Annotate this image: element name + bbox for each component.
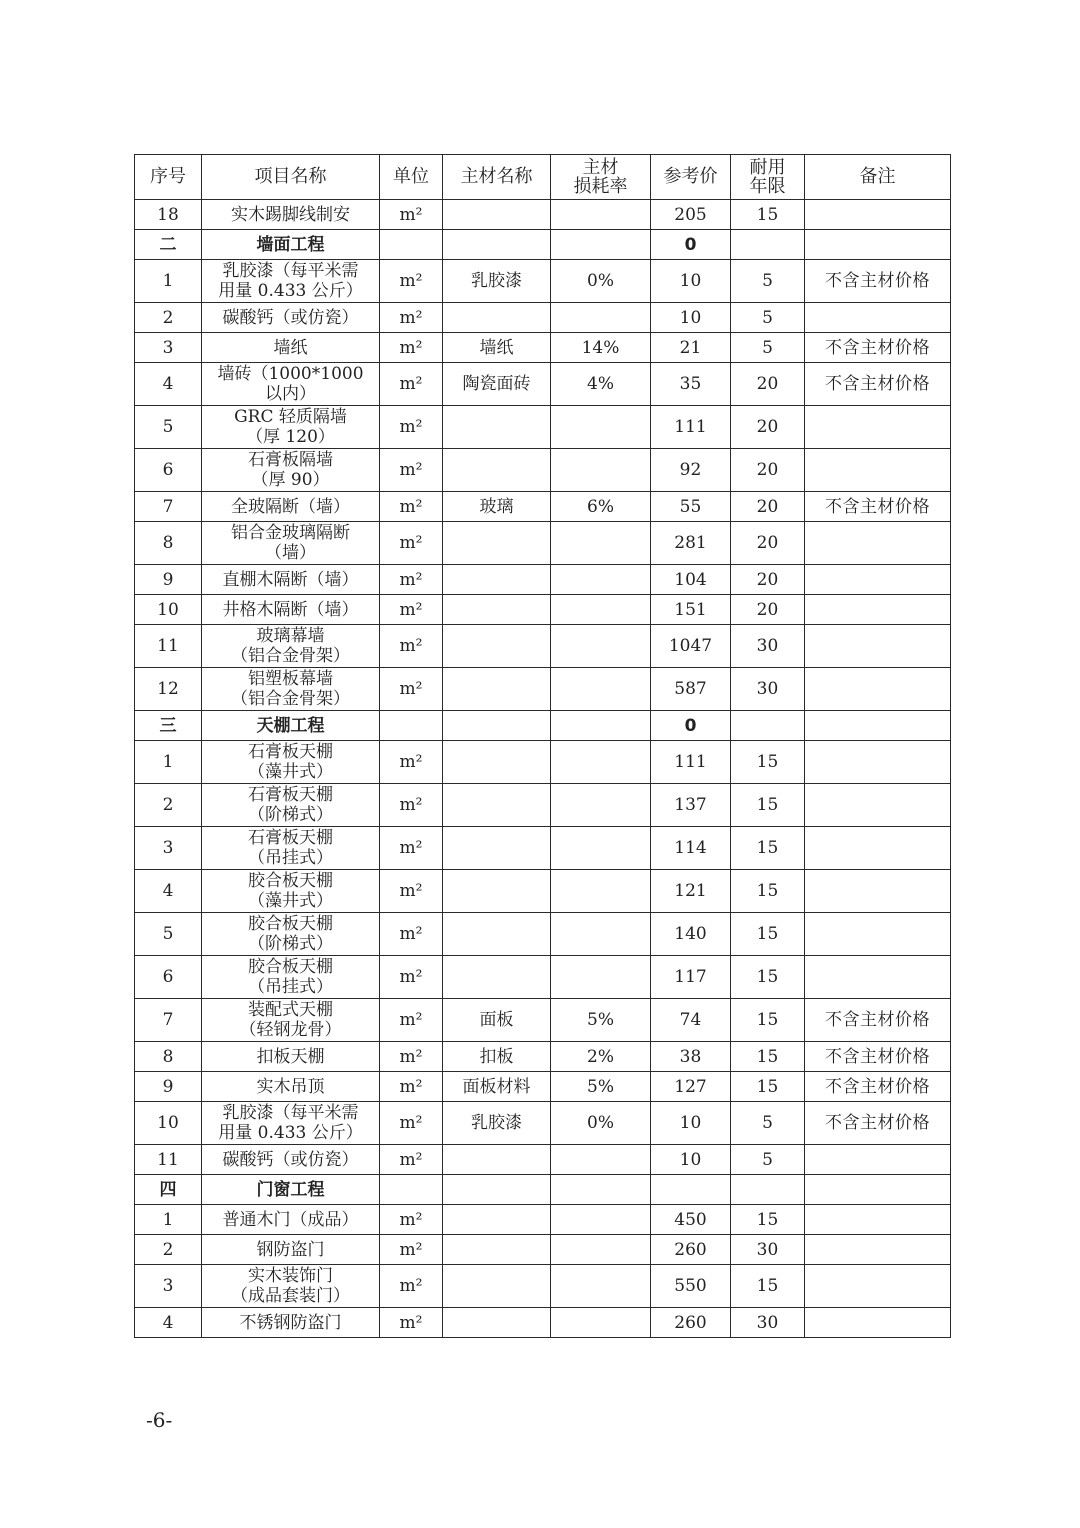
table-row — [135, 956, 951, 999]
cell-name: 玻璃幕墙 （铝合金骨架） — [202, 625, 380, 668]
table-row — [135, 406, 951, 449]
cell-loss-rate — [551, 303, 651, 333]
table-row — [135, 363, 951, 406]
cell-material — [443, 625, 551, 668]
cell-note — [805, 200, 951, 230]
section-row — [135, 1175, 951, 1205]
cell-price: 117 — [651, 956, 731, 999]
cell-note — [805, 668, 951, 711]
cell-material — [443, 1265, 551, 1308]
cell-material: 乳胶漆 — [443, 1102, 551, 1145]
cell-unit: m² — [380, 1205, 443, 1235]
cell-note — [805, 1265, 951, 1308]
cell-name: 胶合板天棚 （阶梯式） — [202, 913, 380, 956]
cell-name: 墙面工程 — [202, 230, 380, 260]
cell-loss-rate — [551, 711, 651, 741]
cell-note — [805, 303, 951, 333]
cell-loss-rate — [551, 1205, 651, 1235]
cell-price: 140 — [651, 913, 731, 956]
table-row — [135, 565, 951, 595]
cell-unit: m² — [380, 625, 443, 668]
cell-loss-rate — [551, 1265, 651, 1308]
cell-no: 8 — [135, 1042, 202, 1072]
cell-material — [443, 522, 551, 565]
table-row — [135, 827, 951, 870]
cell-name: 门窗工程 — [202, 1175, 380, 1205]
cell-loss-rate: 5% — [551, 999, 651, 1042]
cell-unit: m² — [380, 784, 443, 827]
cell-life: 30 — [731, 625, 805, 668]
cell-unit: m² — [380, 595, 443, 625]
cell-material: 扣板 — [443, 1042, 551, 1072]
cell-material: 乳胶漆 — [443, 260, 551, 303]
cell-unit: m² — [380, 333, 443, 363]
cell-loss-rate — [551, 406, 651, 449]
table-row — [135, 668, 951, 711]
header-no: 序号 — [135, 155, 202, 200]
cell-price: 55 — [651, 492, 731, 522]
cell-unit: m² — [380, 956, 443, 999]
cell-name: 全玻隔断（墙） — [202, 492, 380, 522]
cell-note — [805, 595, 951, 625]
table-row — [135, 492, 951, 522]
cell-no: 9 — [135, 1072, 202, 1102]
cell-loss-rate — [551, 1308, 651, 1338]
cell-material: 玻璃 — [443, 492, 551, 522]
cell-life: 20 — [731, 492, 805, 522]
cell-note — [805, 956, 951, 999]
cell-price: 260 — [651, 1308, 731, 1338]
cell-price: 127 — [651, 1072, 731, 1102]
cell-name: 碳酸钙（或仿瓷） — [202, 303, 380, 333]
cell-name: 乳胶漆（每平米需 用量 0.433 公斤） — [202, 1102, 380, 1145]
cell-price: 137 — [651, 784, 731, 827]
cell-unit: m² — [380, 999, 443, 1042]
section-row — [135, 230, 951, 260]
cell-material — [443, 303, 551, 333]
cell-no: 1 — [135, 741, 202, 784]
cell-no: 3 — [135, 827, 202, 870]
cell-unit: m² — [380, 260, 443, 303]
cell-loss-rate: 14% — [551, 333, 651, 363]
cell-life: 20 — [731, 565, 805, 595]
cell-price: 205 — [651, 200, 731, 230]
table-row — [135, 870, 951, 913]
cell-note — [805, 1145, 951, 1175]
cell-unit — [380, 1175, 443, 1205]
cell-name: 胶合板天棚 （吊挂式） — [202, 956, 380, 999]
cell-price: 111 — [651, 741, 731, 784]
cell-loss-rate — [551, 827, 651, 870]
cell-material: 面板材料 — [443, 1072, 551, 1102]
cell-price: 10 — [651, 260, 731, 303]
cell-loss-rate: 0% — [551, 260, 651, 303]
cell-note — [805, 913, 951, 956]
cell-loss-rate — [551, 625, 651, 668]
cell-unit: m² — [380, 741, 443, 784]
cell-note: 不含主材价格 — [805, 1102, 951, 1145]
cell-no: 11 — [135, 625, 202, 668]
cell-unit: m² — [380, 1102, 443, 1145]
cell-name: 石膏板天棚 （藻井式） — [202, 741, 380, 784]
table-row — [135, 741, 951, 784]
cell-no: 9 — [135, 565, 202, 595]
cell-loss-rate: 4% — [551, 363, 651, 406]
cell-price: 281 — [651, 522, 731, 565]
cell-note: 不含主材价格 — [805, 999, 951, 1042]
cell-material: 陶瓷面砖 — [443, 363, 551, 406]
cell-material — [443, 711, 551, 741]
cell-material — [443, 449, 551, 492]
cell-life: 30 — [731, 1308, 805, 1338]
table-row — [135, 1042, 951, 1072]
cell-no: 12 — [135, 668, 202, 711]
table-row — [135, 449, 951, 492]
cell-life: 30 — [731, 668, 805, 711]
cell-name: 井格木隔断（墙） — [202, 595, 380, 625]
cell-no: 7 — [135, 999, 202, 1042]
cell-material — [443, 565, 551, 595]
cell-name: 实木踢脚线制安 — [202, 200, 380, 230]
cell-name: 扣板天棚 — [202, 1042, 380, 1072]
cell-material — [443, 784, 551, 827]
table-row — [135, 1102, 951, 1145]
cell-unit: m² — [380, 1145, 443, 1175]
table-body — [135, 200, 951, 1338]
cell-loss-rate — [551, 565, 651, 595]
cell-loss-rate — [551, 741, 651, 784]
cell-life: 15 — [731, 1265, 805, 1308]
cell-no: 8 — [135, 522, 202, 565]
cell-price: 21 — [651, 333, 731, 363]
cell-note — [805, 625, 951, 668]
cell-life: 5 — [731, 303, 805, 333]
cell-name: 胶合板天棚 （藻井式） — [202, 870, 380, 913]
table-row — [135, 1205, 951, 1235]
cell-life: 15 — [731, 741, 805, 784]
cell-life: 20 — [731, 522, 805, 565]
table-row — [135, 999, 951, 1042]
header-note: 备注 — [805, 155, 951, 200]
cell-price: 260 — [651, 1235, 731, 1265]
cell-material — [443, 956, 551, 999]
cell-price: 550 — [651, 1265, 731, 1308]
cell-loss-rate — [551, 449, 651, 492]
table-row — [135, 1308, 951, 1338]
cell-name: 天棚工程 — [202, 711, 380, 741]
cell-no: 18 — [135, 200, 202, 230]
cell-no: 2 — [135, 1235, 202, 1265]
cell-note — [805, 522, 951, 565]
cell-price: 0 — [651, 711, 731, 741]
cell-name: 乳胶漆（每平米需 用量 0.433 公斤） — [202, 260, 380, 303]
cell-life: 15 — [731, 913, 805, 956]
cell-no: 11 — [135, 1145, 202, 1175]
cell-life: 15 — [731, 999, 805, 1042]
cell-life: 15 — [731, 870, 805, 913]
cell-price: 10 — [651, 303, 731, 333]
cell-loss-rate: 2% — [551, 1042, 651, 1072]
cell-loss-rate — [551, 595, 651, 625]
cell-loss-rate — [551, 522, 651, 565]
cell-loss-rate — [551, 230, 651, 260]
cell-name: 直棚木隔断（墙） — [202, 565, 380, 595]
cell-price: 35 — [651, 363, 731, 406]
cell-unit: m² — [380, 565, 443, 595]
cell-life — [731, 1175, 805, 1205]
cell-life — [731, 711, 805, 741]
cell-unit: m² — [380, 406, 443, 449]
cell-note — [805, 784, 951, 827]
cell-unit: m² — [380, 522, 443, 565]
cell-no: 二 — [135, 230, 202, 260]
cell-no: 10 — [135, 1102, 202, 1145]
cell-no: 4 — [135, 870, 202, 913]
cell-loss-rate — [551, 870, 651, 913]
cell-loss-rate: 5% — [551, 1072, 651, 1102]
cell-name: 石膏板天棚 （阶梯式） — [202, 784, 380, 827]
cell-material — [443, 406, 551, 449]
cell-price: 587 — [651, 668, 731, 711]
cell-unit: m² — [380, 668, 443, 711]
cell-price: 111 — [651, 406, 731, 449]
cell-life: 5 — [731, 1102, 805, 1145]
cell-price: 104 — [651, 565, 731, 595]
header-loss-rate: 主材 损耗率 — [551, 155, 651, 200]
cell-loss-rate: 6% — [551, 492, 651, 522]
cell-no: 三 — [135, 711, 202, 741]
cell-price: 92 — [651, 449, 731, 492]
header-name: 项目名称 — [202, 155, 380, 200]
cell-note — [805, 230, 951, 260]
table-row — [135, 595, 951, 625]
table-row — [135, 1235, 951, 1265]
cell-unit — [380, 230, 443, 260]
cell-life: 15 — [731, 1205, 805, 1235]
cell-unit: m² — [380, 363, 443, 406]
cell-price — [651, 1175, 731, 1205]
cell-note — [805, 1308, 951, 1338]
cell-material — [443, 1235, 551, 1265]
cell-name: 普通木门（成品） — [202, 1205, 380, 1235]
cell-no: 1 — [135, 1205, 202, 1235]
cell-name: 钢防盗门 — [202, 1235, 380, 1265]
cell-material — [443, 595, 551, 625]
cell-price: 450 — [651, 1205, 731, 1235]
cell-loss-rate — [551, 913, 651, 956]
cell-material: 墙纸 — [443, 333, 551, 363]
cell-life: 15 — [731, 1072, 805, 1102]
cell-unit: m² — [380, 492, 443, 522]
cell-price: 151 — [651, 595, 731, 625]
cell-material — [443, 668, 551, 711]
cell-name: 碳酸钙（或仿瓷） — [202, 1145, 380, 1175]
cell-unit: m² — [380, 1235, 443, 1265]
cell-material — [443, 1308, 551, 1338]
cell-material — [443, 200, 551, 230]
table-row — [135, 1265, 951, 1308]
cell-name: 实木装饰门 （成品套装门） — [202, 1265, 380, 1308]
header-life: 耐用 年限 — [731, 155, 805, 200]
cell-loss-rate — [551, 1235, 651, 1265]
cell-note — [805, 827, 951, 870]
cell-name: 石膏板隔墙 （厚 90） — [202, 449, 380, 492]
cell-life: 15 — [731, 784, 805, 827]
cell-material — [443, 913, 551, 956]
cell-note — [805, 1175, 951, 1205]
cell-material — [443, 230, 551, 260]
cell-note — [805, 711, 951, 741]
cell-name: 装配式天棚 （轻钢龙骨） — [202, 999, 380, 1042]
cell-note: 不含主材价格 — [805, 363, 951, 406]
cell-loss-rate — [551, 1175, 651, 1205]
cell-loss-rate — [551, 956, 651, 999]
cell-unit: m² — [380, 1308, 443, 1338]
cell-loss-rate — [551, 1145, 651, 1175]
cell-name: 实木吊顶 — [202, 1072, 380, 1102]
cell-note: 不含主材价格 — [805, 260, 951, 303]
cell-life: 5 — [731, 333, 805, 363]
page-number: -6- — [146, 1408, 173, 1432]
header-material: 主材名称 — [443, 155, 551, 200]
cell-note: 不含主材价格 — [805, 333, 951, 363]
table-row — [135, 913, 951, 956]
cell-note: 不含主材价格 — [805, 492, 951, 522]
cell-note: 不含主材价格 — [805, 1042, 951, 1072]
cell-life: 5 — [731, 260, 805, 303]
cell-life: 5 — [731, 1145, 805, 1175]
cell-note: 不含主材价格 — [805, 1072, 951, 1102]
cell-price: 38 — [651, 1042, 731, 1072]
cell-name: 墙砖（1000*1000 以内） — [202, 363, 380, 406]
cell-unit: m² — [380, 870, 443, 913]
cell-name: 石膏板天棚 （吊挂式） — [202, 827, 380, 870]
cell-life: 20 — [731, 363, 805, 406]
cell-life: 15 — [731, 827, 805, 870]
cell-unit: m² — [380, 449, 443, 492]
table-row — [135, 303, 951, 333]
cell-name: 墙纸 — [202, 333, 380, 363]
cell-unit: m² — [380, 827, 443, 870]
cell-material — [443, 1205, 551, 1235]
cell-material: 面板 — [443, 999, 551, 1042]
cell-note — [805, 870, 951, 913]
cell-loss-rate — [551, 784, 651, 827]
cell-life — [731, 230, 805, 260]
section-row — [135, 711, 951, 741]
cell-no: 3 — [135, 333, 202, 363]
cell-note — [805, 406, 951, 449]
cell-life: 15 — [731, 1042, 805, 1072]
cell-note — [805, 1235, 951, 1265]
cell-price: 74 — [651, 999, 731, 1042]
cell-name: GRC 轻质隔墙 （厚 120） — [202, 406, 380, 449]
cell-material — [443, 1145, 551, 1175]
cell-material — [443, 870, 551, 913]
header-unit: 单位 — [380, 155, 443, 200]
table-row — [135, 1072, 951, 1102]
table-row — [135, 625, 951, 668]
cell-unit: m² — [380, 913, 443, 956]
table-row — [135, 260, 951, 303]
cell-no: 2 — [135, 303, 202, 333]
cell-name: 铝合金玻璃隔断 （墙） — [202, 522, 380, 565]
cell-material — [443, 741, 551, 784]
cell-no: 4 — [135, 363, 202, 406]
price-table — [134, 154, 951, 1338]
cell-unit: m² — [380, 303, 443, 333]
cell-life: 15 — [731, 200, 805, 230]
cell-unit: m² — [380, 1072, 443, 1102]
cell-no: 四 — [135, 1175, 202, 1205]
cell-price: 0 — [651, 230, 731, 260]
cell-no: 5 — [135, 406, 202, 449]
cell-note — [805, 449, 951, 492]
cell-life: 30 — [731, 1235, 805, 1265]
cell-price: 1047 — [651, 625, 731, 668]
cell-name: 铝塑板幕墙 （铝合金骨架） — [202, 668, 380, 711]
header-price: 参考价 — [651, 155, 731, 200]
cell-material — [443, 827, 551, 870]
table-row — [135, 784, 951, 827]
cell-unit: m² — [380, 1042, 443, 1072]
cell-note — [805, 1205, 951, 1235]
cell-no: 6 — [135, 956, 202, 999]
table-row — [135, 333, 951, 363]
cell-material — [443, 1175, 551, 1205]
table-row — [135, 1145, 951, 1175]
cell-unit: m² — [380, 1265, 443, 1308]
cell-no: 10 — [135, 595, 202, 625]
cell-price: 121 — [651, 870, 731, 913]
cell-price: 114 — [651, 827, 731, 870]
cell-life: 20 — [731, 406, 805, 449]
cell-price: 10 — [651, 1102, 731, 1145]
cell-loss-rate: 0% — [551, 1102, 651, 1145]
cell-note — [805, 741, 951, 784]
cell-no: 7 — [135, 492, 202, 522]
cell-name: 不锈钢防盗门 — [202, 1308, 380, 1338]
cell-loss-rate — [551, 200, 651, 230]
cell-unit: m² — [380, 200, 443, 230]
cell-price: 10 — [651, 1145, 731, 1175]
cell-note — [805, 565, 951, 595]
cell-no: 4 — [135, 1308, 202, 1338]
table-row — [135, 200, 951, 230]
cell-no: 6 — [135, 449, 202, 492]
cell-no: 2 — [135, 784, 202, 827]
cell-no: 3 — [135, 1265, 202, 1308]
table-header-row — [135, 155, 951, 200]
cell-loss-rate — [551, 668, 651, 711]
cell-unit — [380, 711, 443, 741]
cell-life: 20 — [731, 595, 805, 625]
cell-life: 20 — [731, 449, 805, 492]
cell-life: 15 — [731, 956, 805, 999]
cell-no: 5 — [135, 913, 202, 956]
table-row — [135, 522, 951, 565]
cell-no: 1 — [135, 260, 202, 303]
